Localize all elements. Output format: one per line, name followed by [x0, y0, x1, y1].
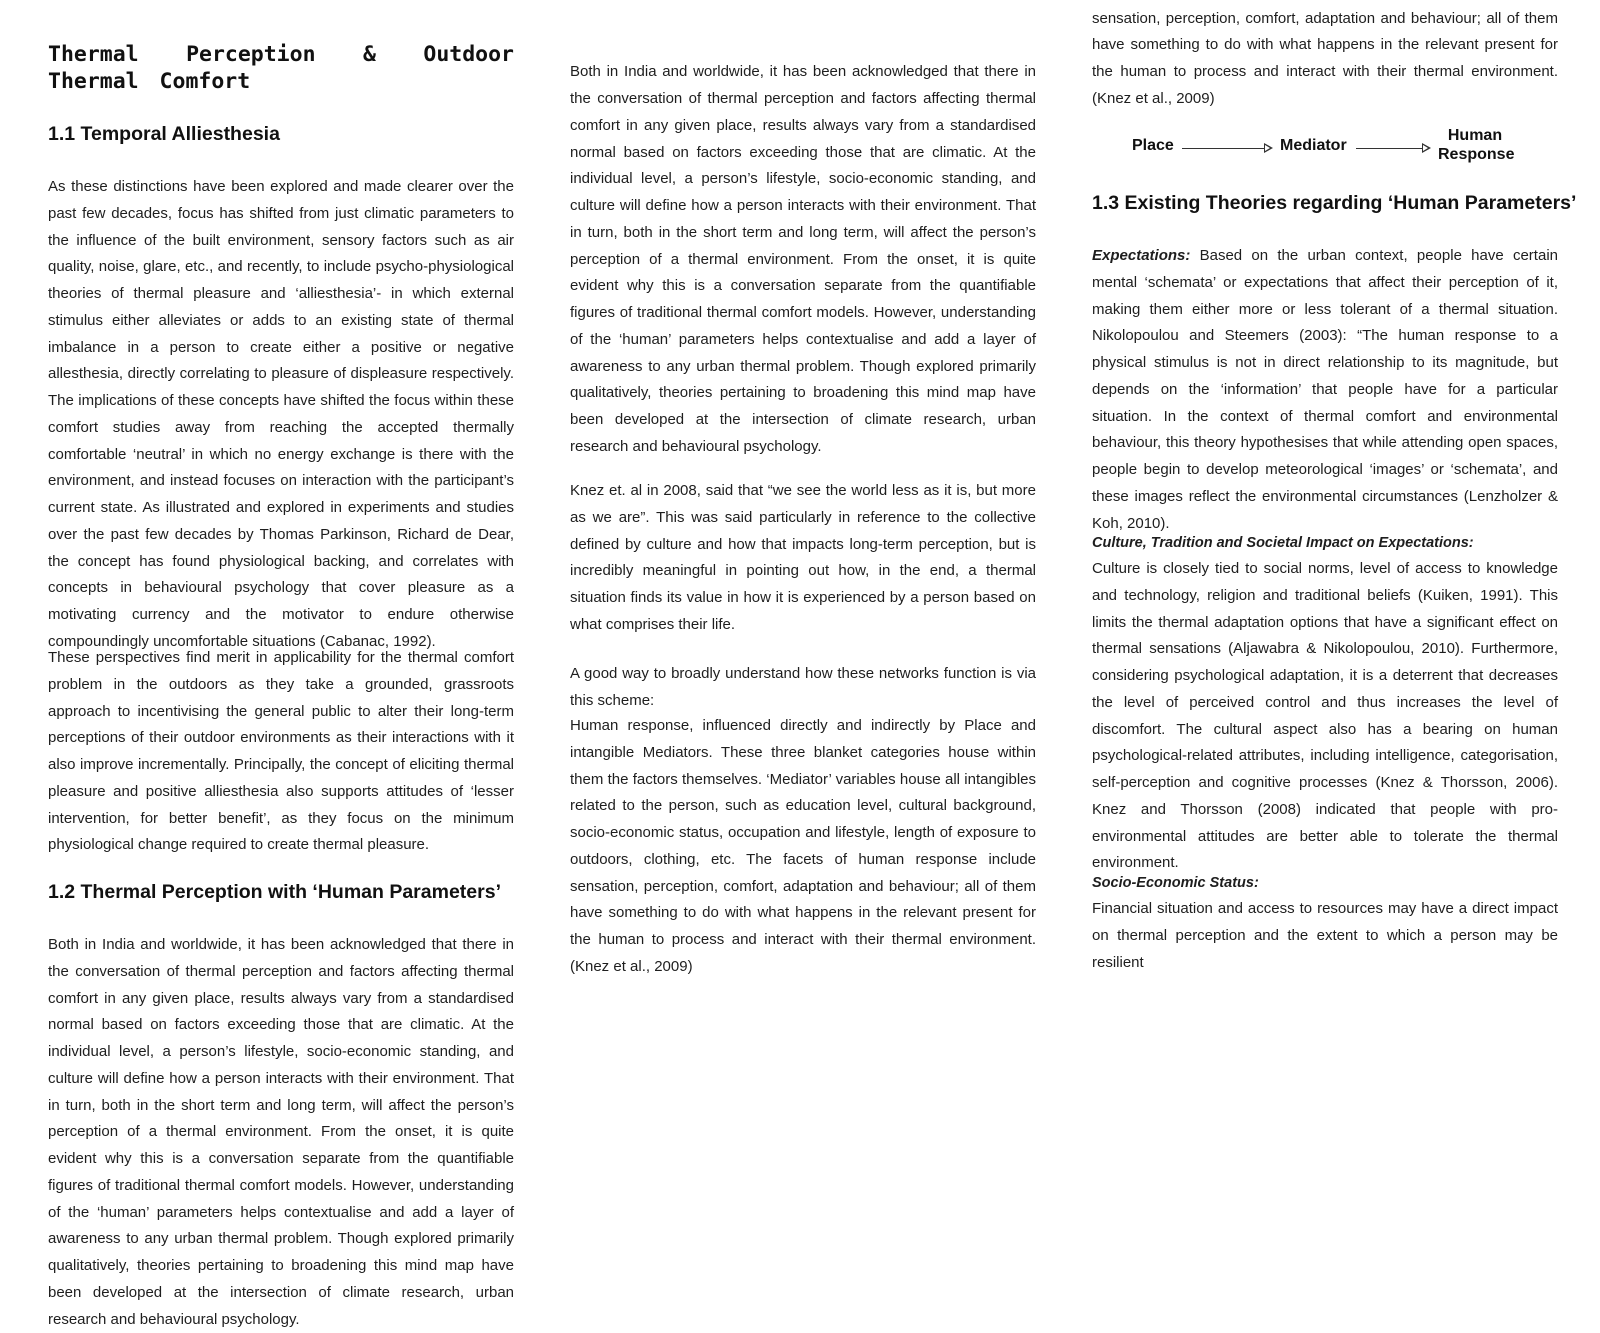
place-mediator-response-diagram [1092, 124, 1558, 174]
expectations-paragraph [1092, 243, 1558, 537]
arrow-right-icon [1182, 148, 1264, 149]
arrow-right-icon [1356, 148, 1422, 149]
section-1-2-paragraph-4: Human response, influenced directly and indirectly by Place and intangible Mediators. These three blanket categories house within them the factors themselves. ‘Mediator’ variables house all intangibles related to the person, such as education level, cultural background, socio-economic status, occupation and lifestyle, length of exposure to outdoors, clothing, etc. The facets of human response include sensation, perception, comfort, adaptation and behaviour; all of them have something to do with what happens in the relevant present for the human to process and interact with their thermal environment. (Knez et al., 2009) [570, 717, 1036, 975]
section-1-2-paragraph-2: Knez et. al in 2008, said that “we see the world less as it is, but more as we are”. This was said particularly in reference to the collective defined by culture and how that impacts long-term perception, but is incredibly meaningful in pointing out how, in the end, a thermal situation finds its value in how it is experienced by a person based on what comprises their life. [570, 482, 1036, 633]
section-1-2-paragraph-4-continuation: sensation, perception, comfort, adaptation and behaviour; all of them have something to do with what happens in the relevant present for the human to process and interact with their thermal environment. (Knez et al., 2009) [1092, 9, 1558, 107]
culture-subheading: Culture, Tradition and Societal Impact on Expectations: [1092, 535, 1474, 551]
section-1-1-paragraph-2: These perspectives find merit in applicability for the thermal comfort problem in the outdoors as they take a grounded, grassroots approach to incentivising the general public to alter their long-term perceptions of their outdoor environments as their interactions with it also improve incrementally. Principally, the concept of eliciting thermal pleasure and positive alliesthesia also supports attitudes of ‘lesser intervention, for better benefit’, as they focus on the minimum physiological change required to create thermal pleasure. [48, 649, 514, 854]
socio-economic-paragraph: Financial situation and access to resources may have a direct impact on thermal perception and the extent to which a person may be resilient [1092, 900, 1558, 971]
document-title: Thermal Perception & Outdoor Thermal Comfort [48, 42, 514, 94]
section-1-2-heading: 1.2 Thermal Perception with ‘Human Parameters’ [48, 881, 501, 903]
section-1-2-paragraph-1-continuation: Both in India and worldwide, it has been acknowledged that there in the conversation of thermal perception and factors affecting thermal comfort in any given place, results always vary from a standardised normal based on factors exceeding those that are climatic. At the individual level, a person’s lifestyle, socio-economic standing, and culture will define how a person interacts with their environment. That in turn, both in the short term and long term, will affect the person’s perception of a thermal environment. From the onset, it is quite evident why this is a conversation separate from the quantifiable figures of traditional thermal comfort models. However, understanding of the ‘human’ parameters helps contextualise and add a layer of awareness to any urban thermal problem. Though explored primarily qualitatively, theories pertaining to broadening this mind map have been developed at the intersection of climate research, urban research and behavioural psychology. [570, 63, 1036, 455]
diagram-node-mediator: Mediator [1280, 137, 1347, 154]
socio-economic-subheading: Socio-Economic Status: [1092, 875, 1259, 891]
expectations-text: Based on the urban context, people have certain mental ‘schemata’ or expectations that affect their perception of it, making them either more or less tolerant of a thermal situation. Nikolopoulou and Steemers (2003): “The human response to a physical stimulus is not in direct relationship to its magnitude, but depends on the ‘information’ that people have for a particular situation. In the context of thermal comfort and environmental behaviour, this theory hypothesises that while attending open spaces, people begin to develop meteorological ‘images’ or ‘schemata’, and these images reflect the environmental circumstances (Lenzholzer & Koh, 2010). [1092, 247, 1558, 532]
culture-paragraph: Culture is closely tied to social norms, level of access to knowledge and technology, religion and traditional beliefs (Kuiken, 1991). This limits the thermal adaptation options that have a significant effect on thermal sensations (Aljawabra & Nikolopoulou, 2010). Furthermore, considering psychological adaptation, it is a deterrent that decreases the level of perceived control and thus increases the level of discomfort. The cultural aspect also has a bearing on human psychological-related attributes, including intelligence, categorisation, self-perception and cognitive processes (Knez & Thorsson, 2006). Knez and Thorsson (2008) indicated that people with pro-environmental attitudes are better able to tolerate the thermal environment. [1092, 560, 1558, 872]
expectations-label: Expectations: [1092, 247, 1191, 264]
section-1-3-heading: 1.3 Existing Theories regarding ‘Human Parameters’ [1092, 192, 1577, 214]
diagram-node-place: Place [1132, 137, 1174, 154]
diagram-node-human-response: Human Response [1438, 127, 1515, 163]
section-1-2-paragraph-1-continued [570, 63, 1036, 461]
section-1-1-paragraph-1: As these distinctions have been explored and made clearer over the past few decades, focus has shifted from just climatic parameters to the influence of the built environment, sensory factors such as air quality, noise, glare, etc., and recently, to include psycho-physiological theories of thermal pleasure and ‘alliesthesia’- in which external stimulus either alleviates or adds to an existing state of thermal imbalance in a person to create either a positive or negative allesthesia, directly correlating to pleasure of displeasure respectively. The implications of these concepts have shifted the focus within these comfort studies away from reaching the accepted thermally comfortable ‘neutral’ in which no energy exchange is there with the environment, and instead focuses on interaction with the participant’s current state. As illustrated and explored in experiments and studies over the past few decades by Thomas Parkinson, Richard de Dear, the concept has found physiological backing, and correlates with concepts in behavioural psychology that cover pleasure as a motivating currency and the motivator to endure otherwise compoundingly uncomfortable situations (Cabanac, 1992). [48, 178, 514, 650]
section-1-2-paragraph-1: Both in India and worldwide, it has been acknowledged that there in the conversation of thermal perception and factors affecting thermal comfort in any given place, results always vary from a standardised normal based on factors exceeding those that are climatic. At the individual level, a person’s lifestyle, socio-economic standing, and culture will define how a person interacts with their environment. That in turn, both in the short term and long term, will affect the person’s perception of a thermal environment. From the onset, it is quite evident why this is a conversation separate from the quantifiable figures of traditional thermal comfort models. However, understanding of the ‘human’ parameters helps contextualise and add a layer of awareness to any urban thermal problem. Though explored primarily qualitatively, theories pertaining to broadening this mind map have been developed at the intersection of climate research, urban research and behavioural psychology. [48, 936, 514, 1328]
section-1-2-paragraph-3: A good way to broadly understand how these networks function is via this scheme: [570, 665, 1036, 709]
section-1-2-paragraph-4-continued [1092, 9, 1558, 113]
section-1-1-heading: 1.1 Temporal Alliesthesia [48, 123, 280, 145]
